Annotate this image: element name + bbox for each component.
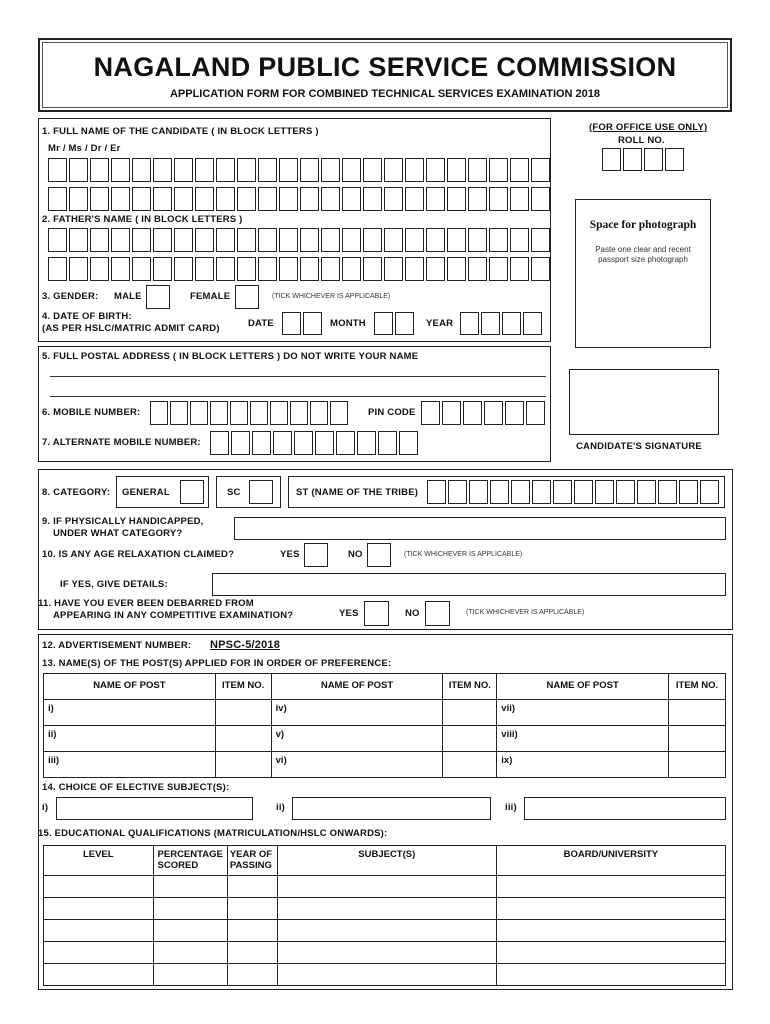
sc-checkbox[interactable] <box>249 480 273 504</box>
edu-header-year: YEAR OF PASSING <box>227 846 277 876</box>
q8-label: 8. CATEGORY: <box>42 487 111 498</box>
edu-cell[interactable] <box>44 964 154 986</box>
ifyes-label: IF YES, GIVE DETAILS: <box>60 579 168 590</box>
item-cell[interactable] <box>669 752 726 778</box>
edu-cell[interactable] <box>277 898 496 920</box>
edu-cell[interactable] <box>277 920 496 942</box>
edu-cell[interactable] <box>496 920 725 942</box>
q6-label: 6. MOBILE NUMBER: <box>42 407 141 418</box>
posts-header-name-1: NAME OF POST <box>44 674 216 700</box>
post-cell[interactable]: iv) <box>271 700 443 726</box>
general-label: GENERAL <box>122 487 170 498</box>
q11b-label: APPEARING IN ANY COMPETITIVE EXAMINATION? <box>53 610 294 621</box>
item-cell[interactable] <box>443 752 497 778</box>
table-row <box>44 898 726 920</box>
age-no-label: NO <box>348 549 363 560</box>
post-cell[interactable]: vii) <box>497 700 669 726</box>
edu-cell[interactable] <box>153 964 227 986</box>
debar-yes-label: YES <box>339 608 359 619</box>
table-row <box>44 700 726 726</box>
education-table <box>43 845 726 986</box>
roll-no-label: ROLL NO. <box>618 135 665 146</box>
edu-cell[interactable] <box>227 898 277 920</box>
address-line-2[interactable] <box>50 396 546 397</box>
handicap-input[interactable] <box>234 517 726 540</box>
roll-no-boxes <box>602 148 686 171</box>
dob-date-boxes[interactable] <box>282 312 324 335</box>
table-row <box>44 964 726 986</box>
sc-label: SC <box>227 487 241 498</box>
edu-cell[interactable] <box>227 942 277 964</box>
general-checkbox[interactable] <box>180 480 204 504</box>
elective-2-label: ii) <box>276 802 286 813</box>
item-cell[interactable] <box>215 726 271 752</box>
male-checkbox[interactable] <box>146 285 170 309</box>
female-checkbox[interactable] <box>235 285 259 309</box>
edu-cell[interactable] <box>153 942 227 964</box>
table-row <box>44 942 726 964</box>
post-cell[interactable]: iii) <box>44 752 216 778</box>
edu-header-level: LEVEL <box>44 846 154 876</box>
year-label: YEAR <box>426 318 454 329</box>
post-cell[interactable]: ii) <box>44 726 216 752</box>
age-yes-checkbox[interactable] <box>304 543 328 567</box>
q4b-label: (AS PER HSLC/MATRIC ADMIT CARD) <box>42 323 220 334</box>
q15-label: 15. EDUCATIONAL QUALIFICATIONS (MATRICULATION/HSLC ONWARDS): <box>38 828 388 839</box>
edu-cell[interactable] <box>153 876 227 898</box>
q2-label: 2. FATHER'S NAME ( IN BLOCK LETTERS ) <box>42 214 243 225</box>
q7-label: 7. ALTERNATE MOBILE NUMBER: <box>42 437 201 448</box>
age-no-checkbox[interactable] <box>367 543 391 567</box>
father-grid-row1[interactable] <box>48 228 552 252</box>
date-label: DATE <box>248 318 274 329</box>
edu-cell[interactable] <box>227 920 277 942</box>
signature-label: CANDIDATE'S SIGNATURE <box>576 441 702 452</box>
item-cell[interactable] <box>669 700 726 726</box>
gender-tick-note: (TICK WHICHEVER IS APPLICABLE) <box>272 293 391 300</box>
edu-cell[interactable] <box>496 876 725 898</box>
edu-cell[interactable] <box>44 942 154 964</box>
posts-header-item-2: ITEM NO. <box>443 674 497 700</box>
debar-tick-note: (TICK WHICHEVER IS APPLICABLE) <box>466 609 585 616</box>
advertisement-number: NPSC-5/2018 <box>210 639 281 651</box>
elective-3-input[interactable] <box>524 797 726 820</box>
post-cell[interactable]: vi) <box>271 752 443 778</box>
post-cell[interactable]: v) <box>271 726 443 752</box>
pin-code-boxes[interactable] <box>421 401 547 425</box>
dob-year-boxes[interactable] <box>460 312 544 335</box>
edu-cell[interactable] <box>227 876 277 898</box>
edu-header-board: BOARD/UNIVERSITY <box>496 846 725 876</box>
edu-cell[interactable] <box>153 898 227 920</box>
q3-label: 3. GENDER: <box>42 291 99 302</box>
posts-table <box>43 673 726 778</box>
edu-header-subjects: SUBJECT(S) <box>277 846 496 876</box>
office-use-label: (FOR OFFICE USE ONLY) <box>589 122 708 133</box>
elective-2-input[interactable] <box>292 797 491 820</box>
elective-1-label: i) <box>42 802 49 813</box>
item-cell[interactable] <box>215 752 271 778</box>
item-cell[interactable] <box>443 726 497 752</box>
post-cell[interactable]: viii) <box>497 726 669 752</box>
q10-label: 10. IS ANY AGE RELAXATION CLAIMED? <box>42 549 235 560</box>
dob-month-boxes[interactable] <box>374 312 416 335</box>
edu-cell[interactable] <box>44 920 154 942</box>
mobile-number-boxes[interactable] <box>150 401 350 425</box>
q12-label: 12. ADVERTISEMENT NUMBER: <box>42 640 192 651</box>
edu-cell[interactable] <box>496 942 725 964</box>
edu-cell[interactable] <box>153 920 227 942</box>
table-row <box>44 876 726 898</box>
table-row <box>44 920 726 942</box>
debar-no-label: NO <box>405 608 420 619</box>
st-label: ST (NAME OF THE TRIBE) <box>296 487 419 498</box>
page-title: NAGALAND PUBLIC SERVICE COMMISSION <box>93 52 677 82</box>
signature-box[interactable] <box>569 369 719 435</box>
alt-mobile-boxes[interactable] <box>210 431 420 455</box>
posts-header-name-3: NAME OF POST <box>497 674 669 700</box>
posts-header-name-2: NAME OF POST <box>271 674 443 700</box>
elective-3-label: iii) <box>505 802 517 813</box>
post-cell[interactable]: ix) <box>497 752 669 778</box>
name-grid-row1[interactable] <box>48 158 552 182</box>
salutation-label: Mr / Ms / Dr / Er <box>48 143 121 154</box>
edu-cell[interactable] <box>277 876 496 898</box>
name-grid-row2[interactable] <box>48 187 552 211</box>
q14-label: 14. CHOICE OF ELECTIVE SUBJECT(S): <box>42 782 230 793</box>
q4a-label: 4. DATE OF BIRTH: <box>42 311 132 322</box>
tribe-name-boxes[interactable] <box>427 480 721 504</box>
edu-cell[interactable] <box>496 898 725 920</box>
q9b-label: UNDER WHAT CATEGORY? <box>53 528 183 539</box>
page-subtitle: APPLICATION FORM FOR COMBINED TECHNICAL SERVICES EXAMINATION 2018 <box>169 88 601 100</box>
pin-code-label: PIN CODE <box>368 407 416 418</box>
male-label: MALE <box>114 291 142 302</box>
posts-header-item-1: ITEM NO. <box>215 674 271 700</box>
debar-no-checkbox[interactable] <box>425 601 450 626</box>
edu-cell[interactable] <box>496 964 725 986</box>
table-row <box>44 726 726 752</box>
age-details-input[interactable] <box>212 573 726 596</box>
q9a-label: 9. IF PHYSICALLY HANDICAPPED, <box>42 516 204 527</box>
age-tick-note: (TICK WHICHEVER IS APPLICABLE) <box>404 551 523 558</box>
edu-cell[interactable] <box>277 964 496 986</box>
edu-header-percentage: PERCENTAGE SCORED <box>153 846 227 876</box>
debar-yes-checkbox[interactable] <box>364 601 389 626</box>
q13-label: 13. NAME(S) OF THE POST(S) APPLIED FOR IN ORDER OF PREFERENCE: <box>42 658 392 669</box>
photo-note: Paste one clear and recent passport size photograph <box>595 245 691 264</box>
edu-cell[interactable] <box>44 898 154 920</box>
item-cell[interactable] <box>443 700 497 726</box>
posts-header-item-3: ITEM NO. <box>669 674 726 700</box>
q1-label: 1. FULL NAME OF THE CANDIDATE ( IN BLOCK LETTERS ) <box>42 126 319 137</box>
edu-cell[interactable] <box>277 942 496 964</box>
item-cell[interactable] <box>669 726 726 752</box>
q11a-label: 11. HAVE YOU EVER BEEN DEBARRED FROM <box>38 598 254 609</box>
header-box <box>38 38 732 112</box>
elective-1-input[interactable] <box>56 797 253 820</box>
edu-cell[interactable] <box>44 876 154 898</box>
photo-title: Space for photograph <box>589 219 697 231</box>
female-label: FEMALE <box>190 291 231 302</box>
item-cell[interactable] <box>215 700 271 726</box>
age-yes-label: YES <box>280 549 300 560</box>
post-cell[interactable]: i) <box>44 700 216 726</box>
father-grid-row2[interactable] <box>48 257 552 281</box>
q5-label: 5. FULL POSTAL ADDRESS ( IN BLOCK LETTERS ) DO NOT WRITE YOUR NAME <box>42 351 419 362</box>
edu-cell[interactable] <box>227 964 277 986</box>
address-line-1[interactable] <box>50 376 546 377</box>
month-label: MONTH <box>330 318 366 329</box>
table-row <box>44 752 726 778</box>
